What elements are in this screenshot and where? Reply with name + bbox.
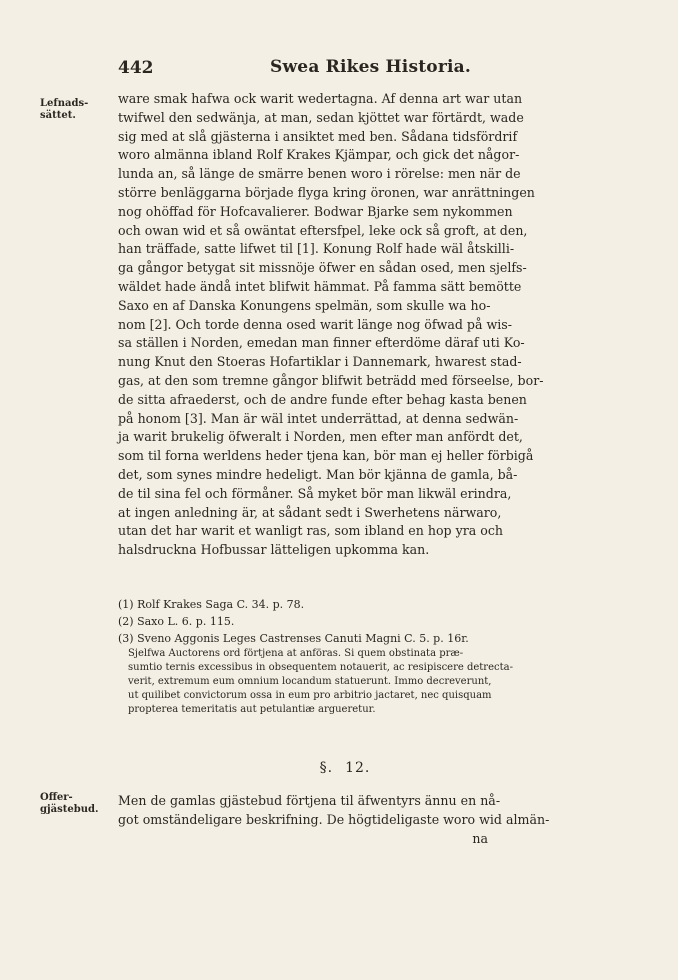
footnote-3-text: propterea temeritatis aut petulantiæ argueretur. <box>128 704 376 715</box>
text-line: na <box>472 830 488 846</box>
continuation-paragraph <box>118 792 550 848</box>
text-line: och owan wid et så owäntat eftersfpel, leke ock så groft, at den, <box>118 222 528 238</box>
page-number: 442 <box>118 58 154 78</box>
footnote-2: (2) Saxo L. 6. p. 115. <box>118 615 235 628</box>
margin-note-feasts: Offer-gjästebud. <box>40 792 99 815</box>
text-line: större benläggarna började flyga kring öronen, war anrättningen <box>118 184 535 200</box>
text-line: halsdruckna Hofbussar lätteligen upkomma kan. <box>118 542 430 558</box>
text-line: det, som synes mindre hedeligt. Man bör kjänna de gamla, bå- <box>118 466 518 482</box>
footnotes <box>118 596 513 717</box>
running-title: Swea Rikes Historia. <box>270 57 471 77</box>
text-line: wäldet hade ändå intet blifwit hämmat. På famma sätt bemötte <box>118 278 522 294</box>
text-line: nom [2]. Och torde denna osed warit länge nog öfwad på wis- <box>118 316 512 332</box>
text-line: Men de gamlas gjästebud förtjena til äfwentyrs ännu en nå- <box>118 793 501 808</box>
footnote-3: (3) Sveno Aggonis Leges Castrenses Canuti Magni C. 5. p. 16r. <box>118 632 469 645</box>
footnote-3-text: verit, extremum eum omnium locandum statuerunt. Immo decreverunt, <box>128 676 492 687</box>
text-line: Saxo en af Danska Konungens spelmän, som skulle wa ho- <box>118 297 491 313</box>
main-paragraph <box>118 90 544 560</box>
section-symbol: §. <box>319 760 334 776</box>
text-line: utan det har warit et wanligt ras, som ibland en hop yra och <box>118 523 504 539</box>
text-line: de sitta afraederst, och de andre funde efter behag kasta benen <box>118 391 527 407</box>
page-header <box>118 54 490 84</box>
text-line: de til sina fel och förmåner. Så myket bör man likwäl erindra, <box>118 485 512 501</box>
text-line: nog ohöffad för Hofcavalierer. Bodwar Bjarke sem nykommen <box>118 203 513 219</box>
text-line: ja warit brukelig öfweralt i Norden, men efter man anfördt det, <box>118 429 523 445</box>
section-number: 12. <box>345 760 371 776</box>
text-line: på honom [3]. Man är wäl intet underrättad, at denna sedwän- <box>118 410 519 426</box>
text-line: sa ställen i Norden, emedan man finner efterdöme däraf uti Ko- <box>118 335 525 351</box>
text-line: nung Knut den Stoeras Hofartiklar i Dannemark, hwarest stad- <box>118 354 522 370</box>
footnote-3-text: Sjelfwa Auctorens ord förtjena at anföras. Si quem obstinata præ- <box>128 648 464 659</box>
text-line: ware smak hafwa ock warit wedertagna. Af denna art war utan <box>118 91 523 106</box>
footnote-1: (1) Rolf Krakes Saga C. 34. p. 78. <box>118 598 305 611</box>
text-line: got omständeligare beskrifning. De högtideligaste woro wid almän- <box>118 811 550 827</box>
text-line: lunda an, så länge de smärre benen woro i rörelse: men när de <box>118 166 521 182</box>
text-line: gas, at den som tremne gångor blifwit beträdd med förseelse, bor- <box>118 372 544 388</box>
text-line: at ingen anledning är, at sådant sedt i Swerhetens närwaro, <box>118 504 502 520</box>
text-line: som til forna werldens heder tjena kan, bör man ej heller förbigå <box>118 448 534 464</box>
footnote-3-text: sumtio ternis excessibus in obsequentem notauerit, ac resipiscere detrecta- <box>128 662 513 673</box>
text-line: ga gångor betygat sit missnöje öfwer en sådan osed, men sjelfs- <box>118 260 527 276</box>
section-heading <box>0 760 678 776</box>
text-line: twifwel den sedwänja, at man, sedan kjöttet war förtärdt, wade <box>118 109 524 125</box>
text-line: woro almänna ibland Rolf Krakes Kjämpar, och gick det någor- <box>118 147 520 163</box>
margin-note-lifestyle: Lefnads-sättet. <box>40 98 89 121</box>
text-line: han träffade, satte lifwet til [1]. Konung Rolf hade wäl åtskilli- <box>118 241 515 257</box>
text-line: sig med at slå gjästerna i ansiktet med ben. Sådana tidsfördrif <box>118 128 518 144</box>
footnote-3-text: ut quilibet convictorum ossa in eum pro arbitrio jactaret, nec quisquam <box>128 690 492 701</box>
